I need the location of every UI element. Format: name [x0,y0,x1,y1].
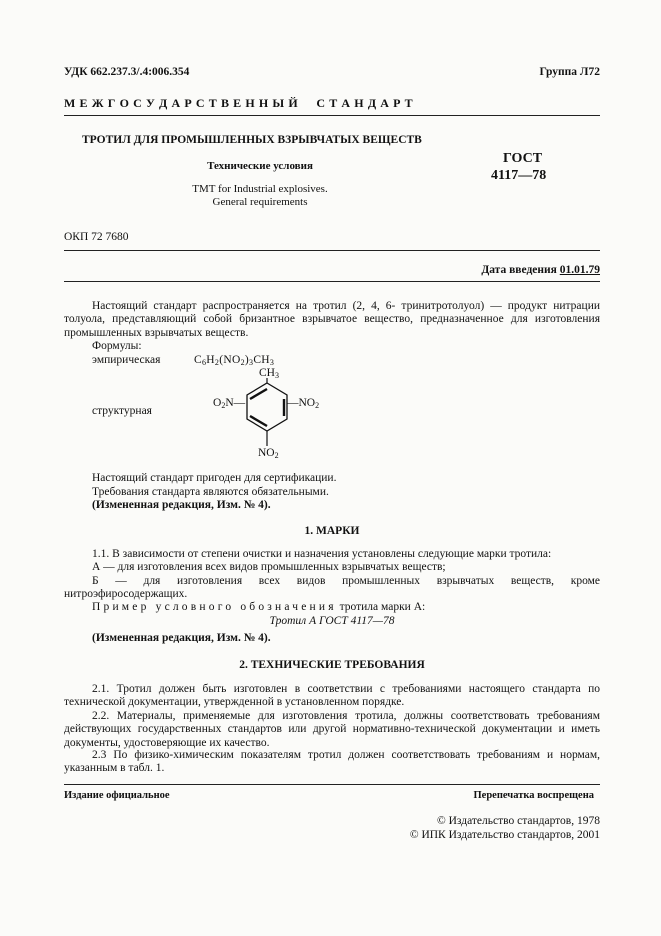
intro-date-label: Дата введения [481,264,560,276]
header-rule [64,115,600,116]
structure-left-nitro: $O_2N—$ [213,397,246,410]
english-title-line1: TMT for Industrial explosives. [192,183,328,195]
footer-rule [64,784,600,785]
section1-p1: 1.1. В зависимости от степени очистки и назначения установлены следующие марки тротила: [92,548,552,560]
gost-label: ГОСТ [503,151,543,166]
grade-b: Б — для изготовления всех видов промышленных взрывчатых веществ, кроме нитроэфиросодержащих. [64,575,600,601]
section2-p2: 2.2. Материалы, применяемые для изготовления тротила, должны соответствовать требованиям действующих государственных стандартов или другой нормативно-технической документации и иметь документы, удостоверяющие их качество. [64,710,600,749]
intro-date-value: 01.01.79 [559,264,600,276]
udk-code: УДК 662.237.3/.4:006.354 [64,66,190,78]
grade-a: А — для изготовления всех видов промышленных взрывчатых веществ; [92,561,446,573]
example-line: Пример условного обозначения тротила марки А: [92,601,426,613]
structural-label: структурная [92,405,152,417]
section2-heading: 2. ТЕХНИЧЕСКИЕ ТРЕБОВАНИЯ [239,659,425,671]
section2-p3: 2.3 По физико-химическим показателям тротил должен соответствовать требованиям и нормам, указанным в табл. 1. [64,749,600,775]
document-title: ТРОТИЛ ДЛЯ ПРОМЫШЛЕННЫХ ВЗРЫВЧАТЫХ ВЕЩЕСТВ [82,134,422,146]
english-title-line2: General requirements [212,196,308,208]
structure-right-nitro: $—NO_2$ [287,397,320,410]
benzene-ring [240,378,292,446]
section1-heading: 1. МАРКИ [304,525,360,537]
copyright-2001: © ИПК Издательство стандартов, 2001 [409,829,600,841]
intro-date [481,264,600,276]
group-code: Группа Л72 [539,66,600,78]
official-edition: Издание официальное [64,790,170,801]
standard-banner: М Е Ж Г О С У Д А Р С Т В Е Н Н Ы Й С Т А Н Д А Р Т [64,96,414,110]
empirical-formula: $C_6H_2(NO_2)_3CH_3$ [194,354,275,367]
amendment-note-2: (Измененная редакция, Изм. № 4). [92,632,271,644]
mandatory-note: Требования стандарта являются обязательными. [92,486,329,498]
document-subtitle: Технические условия [207,160,313,172]
structure-bottom-nitro: $NO_2$ [258,447,279,460]
okp-code: ОКП 72 7680 [64,231,129,243]
intro-paragraph: Настоящий стандарт распространяется на тротил (2, 4, 6- тринитротолуол) — продукт нитрации толуола, представляющий собой бризантное взрывчатое вещество, предназначенное для изготовления промышленных взрывчатых веществ. [64,300,600,339]
empirical-label: эмпирическая [92,354,161,366]
gost-number: 4117—78 [491,168,547,183]
okp-rule [64,250,600,251]
reprint-notice: Перепечатка воспрещена [473,790,594,801]
amendment-note-1: (Измененная редакция, Изм. № 4). [92,499,271,511]
certification-note: Настоящий стандарт пригоден для сертификации. [92,472,337,484]
example-designation: Тротил А ГОСТ 4117—78 [269,615,395,627]
copyright-1978: © Издательство стандартов, 1978 [436,815,600,827]
date-rule [64,281,600,282]
structure-methyl: $CH_3$ [259,367,279,380]
section2-p1: 2.1. Тротил должен быть изготовлен в соответствии с требованиями настоящего стандарта по технической документации, утвержденной в установленном порядке. [64,683,600,709]
formulas-label: Формулы: [92,340,142,352]
